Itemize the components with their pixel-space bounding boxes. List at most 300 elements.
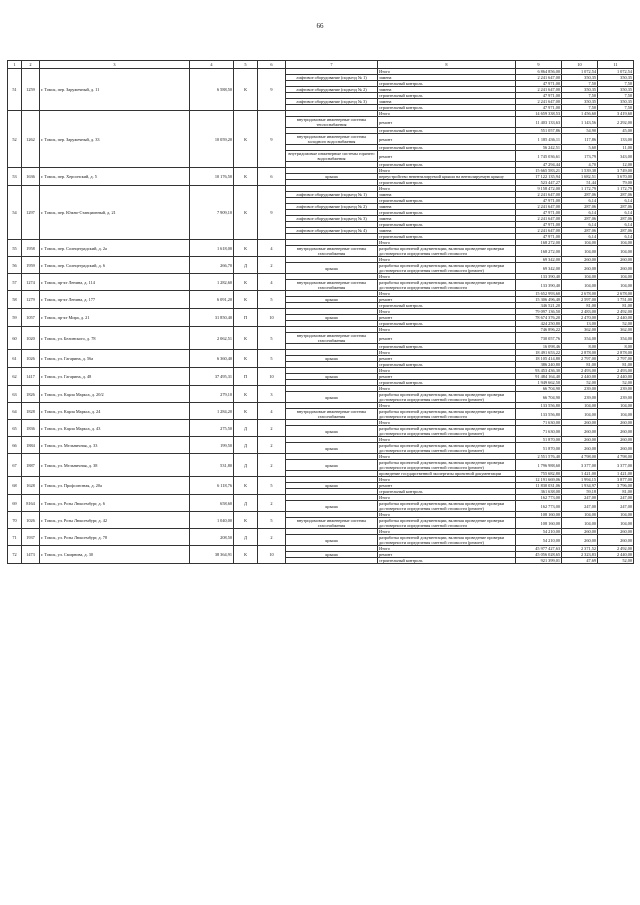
work-cost: 386 240,80 [516,362,562,368]
work-kind: разработка проектной документации, включая проведение проверки достоверности определения сметной стоимости [378,409,516,420]
column-header: 11 [598,61,634,69]
work-cost: 47 971,00 [516,198,562,204]
house-address: г. Томск, ул. Гагарина, д. 48 [40,368,190,386]
house-area: 10 059,20 [190,111,234,168]
house-id: 1628 [22,477,40,495]
house-material: К [234,546,258,564]
work-cost: 2 241 647,00 [516,228,562,234]
work-unit-cost: 117,86 [562,134,598,145]
work-unit-cost: 350,35 [562,87,598,93]
total-unit-cost: 2 483,00 [562,309,598,315]
total-label: Итого [378,454,516,460]
total-cost: 12 191 669,06 [516,477,562,483]
total-cost: 133 390,40 [516,274,562,280]
house-id: 1417 [22,368,40,386]
work-kind: строительный контроль [378,344,516,350]
total-limit-cost: 2 492,00 [598,546,634,552]
work-kind: строительный контроль [378,303,516,309]
house-id: 1959 [22,257,40,274]
house-area: 1 284,20 [190,403,234,420]
house-material: К [234,111,258,168]
work-limit-cost: 287,06 [598,192,634,198]
work-kind: ремонт [378,356,516,362]
work-unit-cost: 350,35 [562,75,598,81]
house-address: г. Томск, ул. Розы Люксембург, д. 6 [40,495,190,512]
work-limit-cost: 6,14 [598,234,634,240]
work-kind: строительный контроль [378,489,516,495]
work-unit-cost: 260,00 [562,535,598,546]
total-label: Итого [378,274,516,280]
work-unit-cost: 239,00 [562,392,598,403]
house-area: 6 091,20 [190,291,234,309]
row-number: 72 [8,546,22,564]
total-limit-cost: 1 172,79 [598,186,634,192]
work-limit-cost: 8,00 [598,344,634,350]
work-kind: разработка проектной документации, включая проведение проверки достоверности определения сметной стоимости (ремонт) [378,426,516,437]
work-limit-cost: 81,00 [598,362,634,368]
house-floors: 3 [258,386,286,403]
work-type: лифтовое оборудование (подъезд № 1) [286,192,378,198]
work-limit-cost: 350,35 [598,99,634,105]
work-unit-cost: 1 934,97 [562,483,598,489]
work-cost: 91 484 164,40 [516,374,562,380]
total-unit-cost: 2 678,00 [562,291,598,297]
house-area: 10 176,50 [190,168,234,186]
house-material: К [234,403,258,420]
work-kind: строительный контроль [378,558,516,564]
house-material: Д [234,257,258,274]
work-limit-cost: 104,00 [598,518,634,529]
total-limit-cost: 260,00 [598,420,634,426]
work-unit-cost: 173,79 [562,151,598,162]
total-unit-cost: 1 994,15 [562,477,598,483]
total-limit-cost: 260,00 [598,437,634,443]
house-floors: 6 [258,168,286,186]
house-material: К [234,240,258,257]
row-number: 52 [8,111,22,168]
house-floors: 5 [258,327,286,350]
work-limit-cost: 3 670,00 [598,174,634,180]
work-limit-cost: 287,06 [598,204,634,210]
column-header: 2 [22,61,40,69]
total-cost: 51 870,00 [516,437,562,443]
total-unit-cost: 260,00 [562,420,598,426]
total-label: Итого [378,350,516,356]
total-unit-cost: 1 539,38 [562,168,598,174]
row-number: 68 [8,477,22,495]
work-kind: замена [378,216,516,222]
work-unit-cost: 247,00 [562,501,598,512]
work-cost: 51 870,00 [516,443,562,454]
total-unit-cost: 2 878,00 [562,350,598,356]
house-floors: 10 [258,546,286,564]
house-address: г. Томск, пер. Солнцеградский, д. 6 [40,257,190,274]
row-number: 57 [8,274,22,291]
work-kind: строительный контроль [378,234,516,240]
work-type: лифтовое оборудование (подъезд № 1) [286,75,378,81]
house-area: 6 588,50 [190,69,234,111]
work-limit-cost: 133,00 [598,134,634,145]
total-unit-cost: 260,00 [562,529,598,535]
total-unit-cost: 247,00 [562,495,598,501]
house-address: г. Томск, ул. Карла Маркса, д. 20/2 [40,386,190,403]
work-unit-cost: 350,35 [562,99,598,105]
work-unit-cost: 1 682,51 [562,174,598,180]
house-area: 1 040,00 [190,512,234,529]
total-label: Итого [378,512,516,518]
total-label: Итого [378,529,516,535]
total-limit-cost: 260,00 [598,257,634,263]
total-label: Итого [378,111,516,117]
work-limit-cost: 81,00 [598,489,634,495]
row-number: 60 [8,327,22,350]
house-id: 1473 [22,546,40,564]
work-unit-cost: 3 377,00 [562,460,598,471]
row-number: 66 [8,437,22,454]
total-label: Итого [378,327,516,333]
row-number: 69 [8,495,22,512]
row-number: 64 [8,403,22,420]
work-limit-cost: 7,50 [598,93,634,99]
work-kind: разработка проектной документации, включая проведение проверки достоверности определения сметной стоимости [378,280,516,291]
house-area: 531,80 [190,454,234,477]
work-limit-cost: 343,00 [598,151,634,162]
work-unit-cost: 6,14 [562,234,598,240]
house-address: г. Томск, ул. Белинского, д. 78 [40,327,190,350]
work-cost: 551 057,86 [516,128,562,134]
total-cost: 9 158 472,00 [516,186,562,192]
work-limit-cost: 260,00 [598,443,634,454]
work-cost: 133 556,80 [516,409,562,420]
house-area: 2 062,51 [190,327,234,350]
house-id: 1026 [22,512,40,529]
work-unit-cost: 2 797,00 [562,356,598,362]
total-label: Итого [378,168,516,174]
work-kind: строительный контроль [378,105,516,111]
total-unit-cost: 2 371,52 [562,546,598,552]
work-kind: разработка проектной документации, включая проведение проверки достоверности определения сметной стоимости [378,518,516,529]
work-type: крыша [286,483,378,489]
house-material: Д [234,437,258,454]
work-limit-cost: 239,00 [598,392,634,403]
work-limit-cost: 7,50 [598,81,634,87]
total-unit-cost: 1 456,60 [562,111,598,117]
house-address: г. Томск, пер. Заружечный, д. 11 [40,69,190,111]
total-cost: 133 556,80 [516,403,562,409]
house-id: 1937 [22,529,40,546]
total-limit-cost: 260,00 [598,529,634,535]
column-header: 3 [40,61,190,69]
work-cost: 921 399,01 [516,558,562,564]
work-kind: строительный контроль [378,210,516,216]
work-type: внутридомовые инженерные системы газоснабжения [286,518,378,529]
work-kind: ремонт [378,333,516,344]
total-label: Итого [378,309,516,315]
house-floors: 2 [258,437,286,454]
work-limit-cost: 52,00 [598,558,634,564]
work-unit-cost: 260,00 [562,443,598,454]
work-kind: разработка проектной документации, включая проведение проверки достоверности определения сметной стоимости (ремонт) [378,263,516,274]
work-type: внутридомовые инженерные системы газоснабжения [286,280,378,291]
total-limit-cost: 3 877,00 [598,477,634,483]
work-cost: 168 272,00 [516,246,562,257]
work-limit-cost: 287,06 [598,216,634,222]
house-floors: 2 [258,529,286,546]
work-cost: 18 105 414,80 [516,356,562,362]
work-limit-cost: 260,00 [598,535,634,546]
house-area: 1 282,60 [190,274,234,291]
house-area: 6 360,40 [190,350,234,368]
work-type: крыша [286,174,378,180]
work-cost: 17 122 135,94 [516,174,562,180]
total-label: Итого [378,386,516,392]
house-area: 279,10 [190,386,234,403]
work-kind: замена [378,204,516,210]
work-unit-cost: 81,00 [562,362,598,368]
total-limit-cost: 3 419,60 [598,111,634,117]
total-limit-cost: 2 878,00 [598,350,634,356]
row-number: 54 [8,186,22,240]
column-header: 5 [234,61,258,69]
total-limit-cost: 2 493,00 [598,368,634,374]
total-label: Итого [378,368,516,374]
work-limit-cost: 6,14 [598,222,634,228]
work-kind: замена [378,87,516,93]
work-unit-cost: 354,00 [562,333,598,344]
house-floors: 2 [258,420,286,437]
total-label: Итого [378,240,516,246]
house-floors: 5 [258,291,286,309]
house-material: К [234,186,258,240]
work-unit-cost: 6,14 [562,198,598,204]
work-limit-cost: 3 796,00 [598,483,634,489]
house-address: г. Томск, ул. Гагарина, д. 56а [40,350,190,368]
house-address: г. Томск, пр-кт Мира, д. 21 [40,309,190,327]
work-cost: 15 306 496,40 [516,297,562,303]
work-unit-cost: 287,06 [562,228,598,234]
work-unit-cost: 59,18 [562,489,598,495]
row-number: 56 [8,257,22,274]
house-address: г. Томск, пер. Солнцеградский, д. 2а [40,240,190,257]
work-unit-cost: 2 440,00 [562,374,598,380]
total-unit-cost: 104,00 [562,240,598,246]
row-number: 71 [8,529,22,546]
work-unit-cost: 287,06 [562,192,598,198]
work-cost: 2 241 647,00 [516,99,562,105]
work-unit-cost: 104,00 [562,518,598,529]
total-limit-cost: 2 678,00 [598,291,634,297]
work-type: лифтовое оборудование (подъезд № 4) [286,228,378,234]
work-limit-cost: 81,00 [598,303,634,309]
work-kind: строительный контроль [378,128,516,134]
work-unit-cost: 51,44 [562,180,598,186]
total-limit-cost: 362,00 [598,327,634,333]
work-unit-cost: 2 470,00 [562,315,598,321]
house-address: г. Томск, пер. Херсонский, д. 5 [40,168,190,186]
total-label: Итого [378,546,516,552]
total-cost: 746 896,22 [516,327,562,333]
total-label: Итого [378,69,516,75]
work-cost: 361 638,00 [516,489,562,495]
house-material: К [234,274,258,291]
work-limit-cost: 52,00 [598,380,634,386]
column-header: 9 [516,61,562,69]
work-kind: ремонт [378,151,516,162]
total-label: Итого [378,403,516,409]
work-kind: ремонт [378,297,516,303]
work-cost: 11 403 133,63 [516,117,562,128]
work-limit-cost: 350,35 [598,75,634,81]
work-kind: строительный контроль [378,180,516,186]
work-kind: строительный контроль [378,321,516,327]
total-unit-cost: 260,00 [562,437,598,443]
work-cost: 45 056 028,65 [516,552,562,558]
house-area: 37 495,31 [190,368,234,386]
work-unit-cost: 104,00 [562,246,598,257]
house-address: г. Томск, ул. Смирнова, д. 30 [40,546,190,564]
house-floors: 2 [258,495,286,512]
work-kind: строительный контроль [378,222,516,228]
total-label: Итого [378,186,516,192]
total-unit-cost: 2 493,00 [562,368,598,374]
house-address: г. Томск, пер. Южно-Станционный, д. 21 [40,186,190,240]
total-cost: 71 630,00 [516,420,562,426]
work-kind: замена [378,99,516,105]
house-id: 1636 [22,168,40,186]
total-cost: 162 773,00 [516,495,562,501]
row-number: 51 [8,69,22,111]
house-material: К [234,477,258,495]
work-unit-cost: 81,00 [562,303,598,309]
work-kind: ремонт [378,315,516,321]
work-limit-cost: 1 751,00 [598,297,634,303]
work-cost: 16 098,46 [516,344,562,350]
work-type: лифтовое оборудование (подъезд № 2) [286,204,378,210]
work-cost: 71 630,00 [516,426,562,437]
total-unit-cost: 104,00 [562,512,598,518]
work-limit-cost: 2 440,00 [598,315,634,321]
house-address: г. Томск, ул. Мельничная, д. 38 [40,454,190,477]
work-type: лифтовое оборудование (подъезд № 3) [286,216,378,222]
work-cost: 78 674 376,20 [516,315,562,321]
house-id: 1887 [22,454,40,477]
row-number: 53 [8,168,22,186]
work-cost: 133 390,40 [516,280,562,291]
work-unit-cost: 4,70 [562,162,598,168]
work-limit-cost: 2 440,00 [598,374,634,380]
work-type: крыша [286,460,378,471]
work-limit-cost: 12,00 [598,162,634,168]
house-area: 38 364,91 [190,546,234,564]
work-limit-cost: 52,00 [598,321,634,327]
work-kind: разработка проектной документации, включая проведение проверки достоверности определения сметной стоимости [378,246,516,257]
house-id: 1297 [22,186,40,240]
work-kind: ремонт [378,374,516,380]
house-area: 7 909,10 [190,186,234,240]
work-kind: строительный контроль [378,198,516,204]
work-limit-cost: 2 440,00 [598,552,634,558]
house-area: 31 850,40 [190,309,234,327]
house-area: 275,50 [190,420,234,437]
house-address: г. Томск, пер. Заружечный, д. 33 [40,111,190,168]
work-kind: строительный контроль [378,81,516,87]
total-label: Итого [378,257,516,263]
house-address: г. Томск, ул. Карла Маркса, д. 43 [40,420,190,437]
work-type: крыша [286,374,378,380]
work-type [286,558,378,564]
work-kind: разработка проектной документации, включая проведение проверки достоверности определения сметной стоимости (ремонт) [378,501,516,512]
house-material: К [234,69,258,111]
total-limit-cost: 104,00 [598,240,634,246]
house-floors: 9 [258,186,286,240]
page-number: 66 [316,22,324,30]
house-material: Д [234,529,258,546]
work-kind: замена [378,75,516,81]
total-cost: 14 659 338,53 [516,111,562,117]
house-area: 208,50 [190,529,234,546]
work-cost: 2 241 647,00 [516,192,562,198]
work-cost: 2 241 647,00 [516,204,562,210]
column-header: 1 [8,61,22,69]
work-unit-cost: 5,60 [562,145,598,151]
column-header: 6 [258,61,286,69]
row-number: 61 [8,350,22,368]
work-unit-cost: 13,00 [562,321,598,327]
work-cost: 108 160,00 [516,518,562,529]
total-label: Итого [378,477,516,483]
work-type: крыша [286,356,378,362]
work-kind: замена [378,192,516,198]
column-header: 10 [562,61,598,69]
work-limit-cost: 3 377,00 [598,460,634,471]
house-floors: 9 [258,111,286,168]
house-id: 1828 [22,403,40,420]
work-limit-cost: 350,35 [598,87,634,93]
work-unit-cost: 287,06 [562,204,598,210]
work-limit-cost: 6,14 [598,210,634,216]
work-limit-cost: 104,00 [598,280,634,291]
work-type: крыша [286,552,378,558]
row-number: 62 [8,368,22,386]
total-unit-cost: 362,00 [562,327,598,333]
house-material: К [234,386,258,403]
total-limit-cost: 1 072,54 [598,69,634,75]
work-type: крыша [286,297,378,303]
house-address: г. Томск, ул. Розы Люксембург, д. 78 [40,529,190,546]
column-header: 4 [190,61,234,69]
house-floors: 5 [258,350,286,368]
house-address: г. Томск, ул. Карла Маркса, д. 24 [40,403,190,420]
column-header: 8 [378,61,516,69]
house-material: Д [234,495,258,512]
house-area: 658,60 [190,495,234,512]
row-number: 65 [8,420,22,437]
house-id: 8164 [22,495,40,512]
house-material: К [234,350,258,368]
house-id: 1057 [22,309,40,327]
work-kind: разработка проектной документации, включая проведение проверки достоверности определения сметной стоимости (ремонт) [378,460,516,471]
work-limit-cost: 287,06 [598,228,634,234]
work-kind: разработка проектной документации, включая проведение проверки достоверности определения сметной стоимости (ремонт) [378,443,516,454]
total-limit-cost: 4 798,00 [598,454,634,460]
row-number: 59 [8,309,22,327]
work-kind: разработка проектной документации, включая проведение проверки достоверности определения сметной стоимости (ремонт) [378,535,516,546]
house-floors: 4 [258,240,286,257]
work-cost: 11 830 031,06 [516,483,562,489]
house-address: г. Томск, пр-кт Ленина, д. 114 [40,274,190,291]
work-unit-cost: 6,14 [562,210,598,216]
work-unit-cost: 260,00 [562,263,598,274]
